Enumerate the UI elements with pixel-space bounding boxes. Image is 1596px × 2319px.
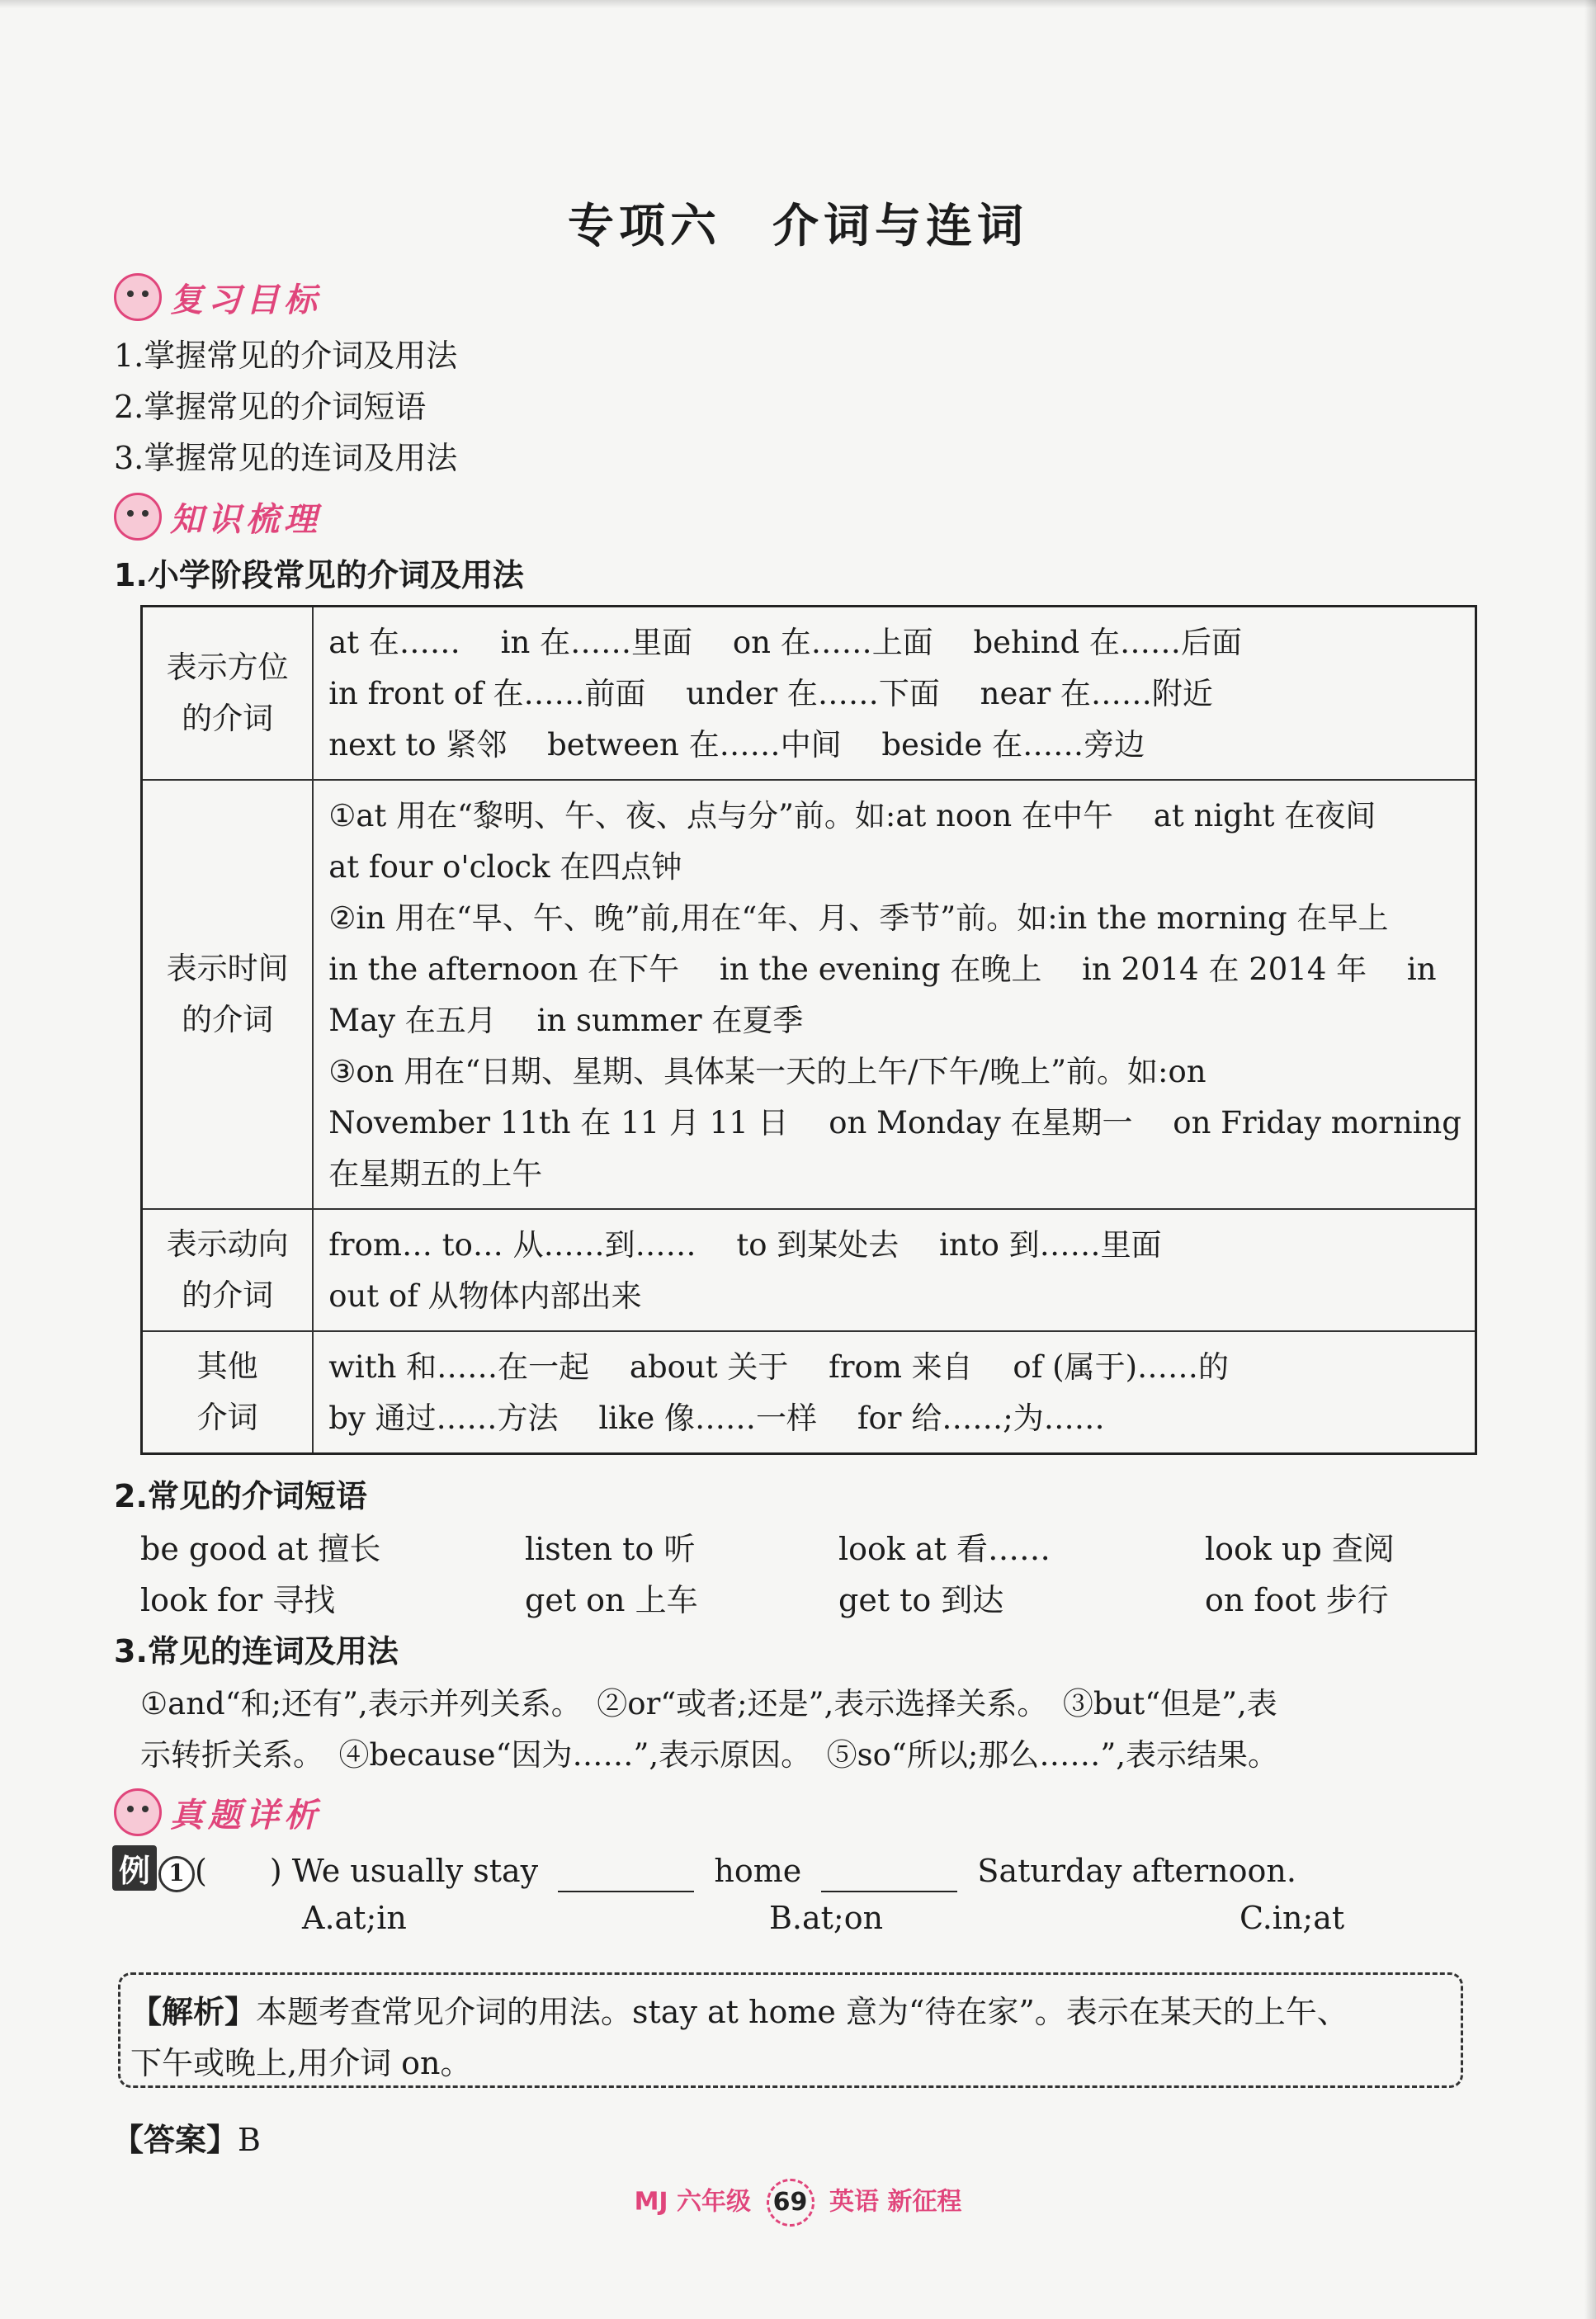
example-question [112, 1845, 1296, 1892]
scan-edge-shadow [1584, 0, 1596, 2319]
conjunction-line: 示转折关系。 ④because“因为……”,表示原因。 ⑤so“所以;那么……”,表示结果。 [140, 1737, 1278, 1773]
section-examples [114, 1788, 322, 1837]
category-text: 表示动向 [166, 1226, 289, 1262]
content-line: in the afternoon 在下午 in the evening 在晚上 in 2014 在 2014 年 in [328, 952, 1437, 987]
phrase-item: look up 查阅 [1205, 1531, 1395, 1567]
table-row [142, 780, 1476, 1209]
content-line: with 和……在一起 about 关于 from 来自 of (属于)……的 [328, 1349, 1230, 1385]
analysis-line: 下午或晚上,用介词 on。 [130, 2045, 472, 2081]
section-label: 知识梳理 [170, 500, 322, 539]
mascot-icon [114, 273, 162, 321]
category-text: 的介词 [182, 1278, 274, 1313]
analysis-box [118, 1972, 1463, 2088]
phrase-row [140, 1575, 1477, 1616]
phrase-item: be good at 擅长 [140, 1531, 381, 1567]
content-line: from… to… 从……到…… to 到某处去 into 到……里面 [328, 1227, 1162, 1263]
content-line: ②in 用在“早、午、晚”前,用在“年、月、季节”前。如:in the morning 在早上 [328, 900, 1389, 936]
category-text: 的介词 [182, 701, 274, 736]
page-footer [0, 2179, 1596, 2227]
content-line: next to 紧邻 between 在……中间 beside 在……旁边 [328, 727, 1145, 763]
answer-label: 【答案】 [112, 2122, 238, 2158]
phrase-row [140, 1523, 1477, 1565]
question-text: Saturday afternoon. [977, 1853, 1296, 1889]
part2-title: 2.常见的介词短语 [114, 1478, 367, 1514]
footer-subject: 英语 新征程 [829, 2187, 962, 2217]
phrase-item: listen to 听 [525, 1531, 696, 1567]
content-line: at four o'clock 在四点钟 [328, 849, 682, 885]
scan-top-shadow [0, 0, 1596, 8]
content-cell [313, 1209, 1476, 1331]
goal-item: 1.掌握常见的介词及用法 [114, 338, 458, 374]
table-row [142, 1209, 1476, 1331]
part3-title: 3.常见的连词及用法 [114, 1633, 399, 1670]
answer-paren: ( ) [195, 1853, 282, 1889]
preposition-table [140, 605, 1477, 1455]
content-line: out of 从物体内部出来 [328, 1278, 642, 1314]
category-text: 的介词 [182, 1002, 274, 1037]
example-tag: 例 [112, 1845, 157, 1891]
category-cell [142, 607, 314, 781]
content-cell [313, 780, 1476, 1209]
answer-line [112, 2114, 261, 2160]
answer-blank [821, 1864, 957, 1892]
section-label: 真题详析 [170, 1796, 322, 1835]
category-cell [142, 1331, 314, 1454]
footer-grade: MJ 六年级 [634, 2187, 752, 2217]
table-row [142, 607, 1476, 781]
mascot-icon [114, 493, 162, 541]
content-line: ①at 用在“黎明、午、夜、点与分”前。如:at noon 在中午 at night 在夜间 [328, 798, 1376, 834]
example-number: 1 [158, 1856, 195, 1892]
analysis-label: 【解析】 [130, 1994, 257, 2030]
question-text: home [714, 1853, 802, 1889]
phrase-item: get to 到达 [838, 1582, 1004, 1618]
goal-item: 2.掌握常见的介词短语 [114, 389, 427, 425]
content-line: ③on 用在“日期、星期、具体某一天的上午/下午/晚上”前。如:on [328, 1054, 1206, 1089]
answer-blank [558, 1864, 694, 1892]
content-line: 在星期五的上午 [328, 1156, 543, 1192]
content-line: by 通过……方法 like 像……一样 for 给……;为…… [328, 1400, 1105, 1436]
goal-item: 3.掌握常见的连词及用法 [114, 440, 458, 476]
analysis-line [130, 1986, 1452, 2038]
conjunction-line: ①and“和;还有”,表示并列关系。 ②or“或者;还是”,表示选择关系。 ③but“但是”,表 [140, 1686, 1277, 1722]
phrase-item: look for 寻找 [140, 1582, 336, 1618]
content-line: at 在…… in 在……里面 on 在……上面 behind 在……后面 [328, 625, 1242, 660]
content-cell [313, 607, 1476, 781]
category-text: 表示方位 [166, 649, 289, 685]
content-cell [313, 1331, 1476, 1454]
content-line: in front of 在……前面 under 在……下面 near 在……附近 [328, 676, 1213, 711]
category-text: 其他 [196, 1348, 258, 1384]
table-row [142, 1331, 1476, 1454]
category-text: 介词 [196, 1400, 258, 1435]
answer-value: B [238, 2122, 261, 2158]
content-line: November 11th 在 11 月 11 日 on Monday 在星期一 on Friday morning [328, 1105, 1461, 1141]
phrase-item: get on 上车 [525, 1582, 698, 1618]
page-number: 69 [767, 2179, 815, 2227]
option-a: A.at;in [302, 1900, 407, 1936]
section-review-goals [114, 272, 322, 322]
phrase-item: on foot 步行 [1205, 1582, 1389, 1618]
section-label: 复习目标 [170, 281, 322, 319]
section-knowledge [114, 492, 322, 541]
content-line: May 在五月 in summer 在夏季 [328, 1003, 804, 1038]
analysis-text: 本题考查常见介词的用法。stay at home 意为“待在家”。表示在某天的上午、 [256, 1994, 1348, 2030]
mascot-icon [114, 1788, 162, 1836]
option-b: B.at;on [769, 1900, 884, 1936]
part1-title: 1.小学阶段常见的介词及用法 [114, 557, 524, 593]
question-text: We usually stay [291, 1853, 539, 1889]
category-text: 表示时间 [166, 951, 289, 986]
option-c: C.in;at [1239, 1900, 1345, 1936]
category-cell [142, 780, 314, 1209]
category-cell [142, 1209, 314, 1331]
phrase-item: look at 看…… [838, 1531, 1051, 1567]
page-title: 专项六 介词与连词 [568, 199, 1028, 253]
